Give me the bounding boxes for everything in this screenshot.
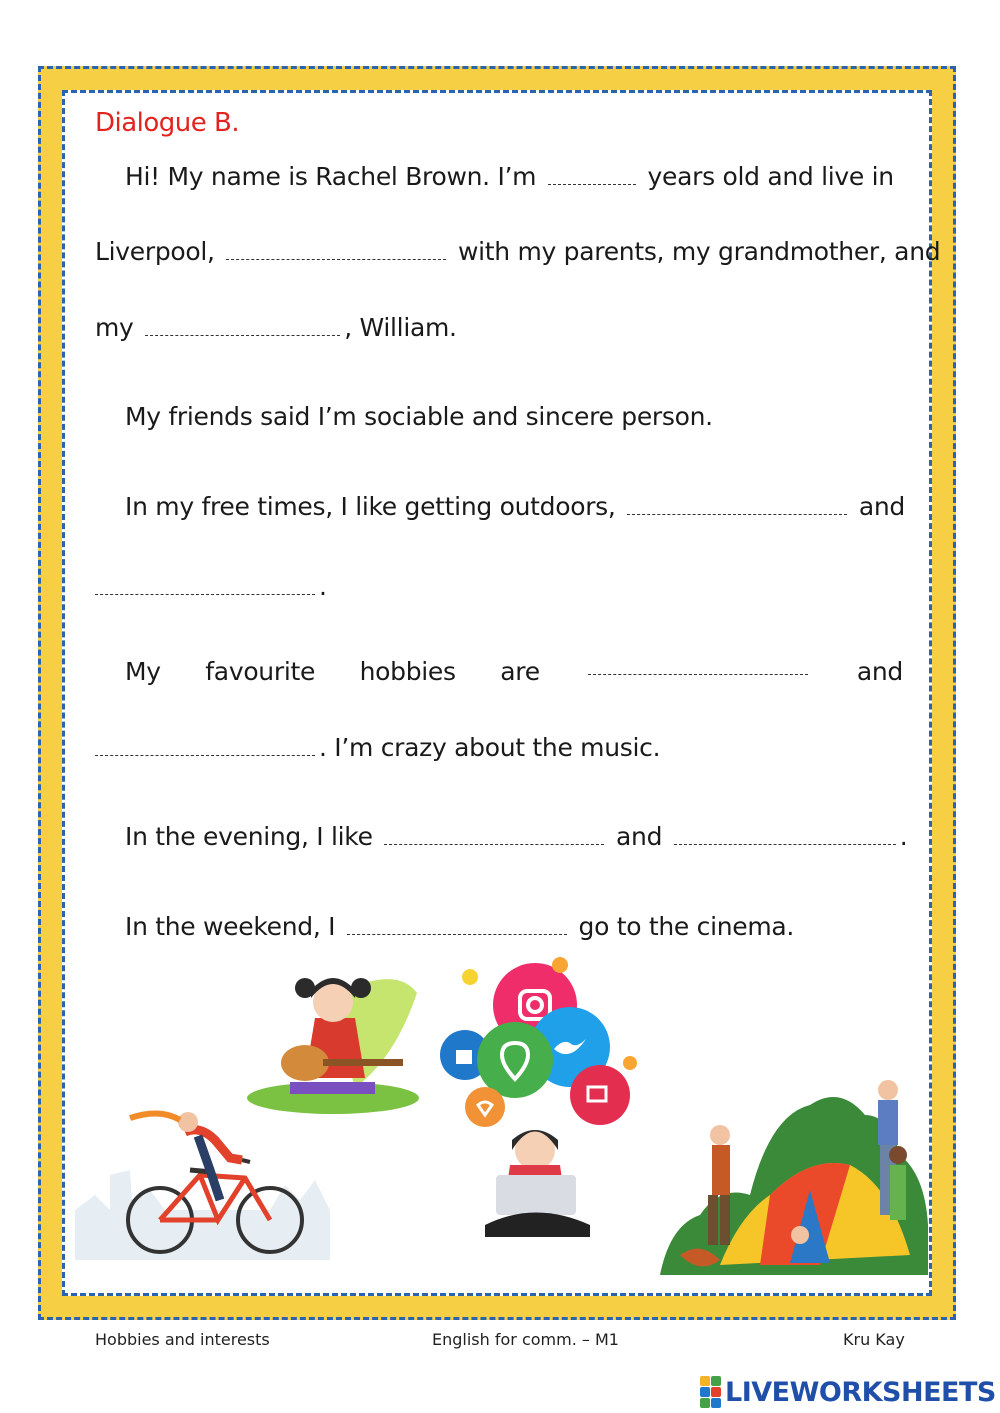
text-segment: . I’m crazy about the music. [319, 733, 661, 762]
girl-guitar-illustration [245, 968, 420, 1116]
blank-hobby-2[interactable] [95, 736, 315, 756]
text-segment: and [858, 492, 905, 521]
text-segment: go to the cinema. [578, 912, 795, 941]
camping-tent-illustration [660, 1075, 930, 1280]
text-segment: favourite [205, 657, 316, 686]
liveworksheets-wordmark: LIVEWORKSHEETS [725, 1376, 996, 1408]
blank-outdoor-2[interactable] [95, 575, 315, 595]
text-segment: In my free times, I like getting outdoors, [125, 492, 616, 521]
text-segment: years old and live in [647, 162, 894, 191]
blank-weekend[interactable] [347, 915, 567, 935]
text-segment: and [616, 822, 663, 851]
text-segment: with my parents, my grandmother, and [458, 237, 941, 266]
text-segment: In the evening, I like [125, 822, 373, 851]
text-segment: and [856, 657, 903, 686]
footer-center: English for comm. – M1 [432, 1330, 619, 1349]
blank-sibling[interactable] [145, 316, 340, 336]
text-segment: my [95, 313, 134, 342]
text-segment: Liverpool, [95, 237, 215, 266]
footer-left: Hobbies and interests [95, 1330, 270, 1349]
blank-living[interactable] [226, 240, 446, 260]
liveworksheets-mark-icon [700, 1376, 721, 1408]
blank-evening-1[interactable] [384, 825, 604, 845]
text-segment: hobbies [359, 657, 456, 686]
footer-right: Kru Kay [843, 1330, 905, 1349]
blank-evening-2[interactable] [674, 825, 896, 845]
paragraph-line [125, 655, 903, 689]
paragraph-line [125, 910, 794, 944]
social-media-girl-illustration [440, 955, 655, 1245]
paragraph-line [95, 570, 327, 604]
paragraph-line [125, 820, 907, 854]
paragraph-line [125, 160, 894, 194]
paragraph-line [125, 490, 905, 524]
text-segment: . [899, 822, 908, 851]
cyclist-illustration [70, 1100, 335, 1275]
text-segment: , William. [344, 313, 457, 342]
paragraph-line: My friends said I’m sociable and sincere person. [125, 402, 713, 431]
blank-age[interactable] [548, 165, 636, 185]
paragraph-line [95, 235, 940, 269]
text-segment: . [319, 572, 327, 601]
blank-hobby-1[interactable] [588, 655, 808, 675]
text-segment: Hi! My name is Rachel Brown. I’m [125, 162, 537, 191]
text-segment: In the weekend, I [125, 912, 336, 941]
paragraph-line [95, 731, 660, 765]
liveworksheets-logo[interactable] [700, 1375, 996, 1409]
worksheet-title: Dialogue B. [95, 108, 240, 138]
blank-outdoor-1[interactable] [627, 495, 847, 515]
text-segment: are [500, 657, 540, 686]
text-segment: My [125, 657, 161, 686]
paragraph-line [95, 311, 457, 345]
